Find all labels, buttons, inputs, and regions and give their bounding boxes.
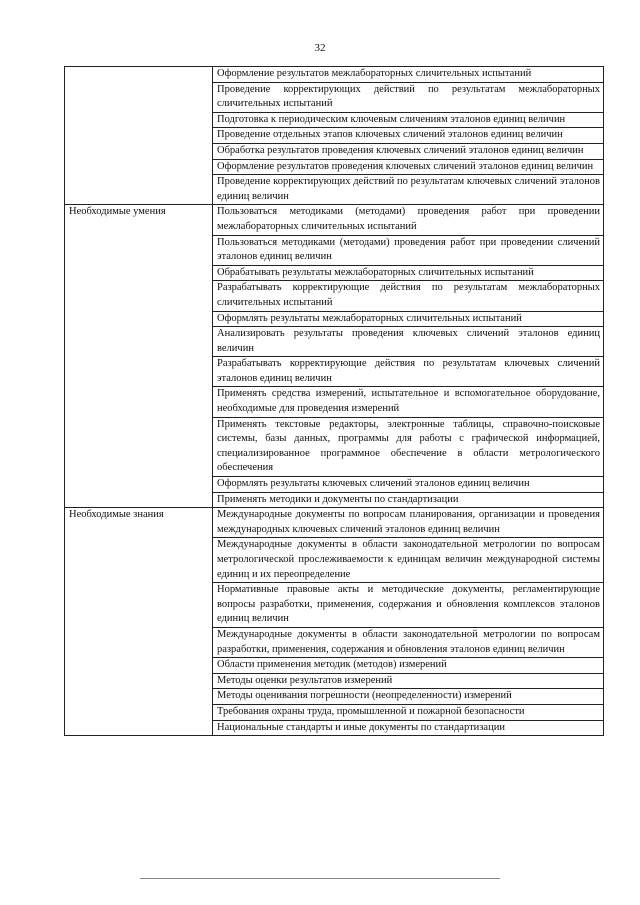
requirement-item: Нормативные правовые акты и методические документы, регламентирующие вопросы разработки, применения, содержания и обновления комплексов эталонов единиц величин bbox=[213, 583, 604, 628]
requirement-item: Методы оценивания погрешности (неопределенности) измерений bbox=[213, 689, 604, 705]
requirement-item: Оформлять результаты ключевых сличений эталонов единиц величин bbox=[213, 477, 604, 493]
requirement-item: Требования охраны труда, промышленной и пожарной безопасности bbox=[213, 704, 604, 720]
competency-table bbox=[64, 66, 604, 736]
requirement-item: Обрабатывать результаты межлабораторных сличительных испытаний bbox=[213, 265, 604, 281]
page-number: 32 bbox=[314, 42, 326, 54]
requirement-item: Проведение отдельных этапов ключевых сличений эталонов единиц величин bbox=[213, 128, 604, 144]
requirement-item: Области применения методик (методов) измерений bbox=[213, 658, 604, 674]
requirement-item: Применять текстовые редакторы, электронные таблицы, справочно-поисковые системы, базы данных, программы для работы с графической информацией, специализированное программное обеспечение в области метрологического обеспечения bbox=[213, 417, 604, 476]
requirement-item: Анализировать результаты проведения ключевых сличений эталонов единиц величин bbox=[213, 327, 604, 357]
requirement-item: Оформление результатов межлабораторных сличительных испытаний bbox=[213, 67, 604, 83]
page-bottom-divider bbox=[140, 878, 500, 879]
requirement-item: Международные документы в области законодательной метрологии по вопросам разработки, применения, содержания и обновления эталонов единиц величин bbox=[213, 627, 604, 657]
requirement-item: Обработка результатов проведения ключевых сличений эталонов единиц величин bbox=[213, 143, 604, 159]
requirement-item: Национальные стандарты и иные документы по стандартизации bbox=[213, 720, 604, 736]
section-category bbox=[65, 67, 213, 205]
requirement-item: Подготовка к периодическим ключевым сличениям эталонов единиц величин bbox=[213, 112, 604, 128]
table-row bbox=[65, 67, 604, 83]
requirement-item: Применять средства измерений, испытательное и вспомогательное оборудование, необходимые для проведения измерений bbox=[213, 387, 604, 417]
section-category: Необходимые умения bbox=[65, 205, 213, 508]
requirement-item: Пользоваться методиками (методами) проведения работ при проведении сличений эталонов единиц величин bbox=[213, 235, 604, 265]
requirement-item: Применять методики и документы по стандартизации bbox=[213, 492, 604, 508]
table-row bbox=[65, 508, 604, 538]
requirement-item: Оформлять результаты межлабораторных сличительных испытаний bbox=[213, 311, 604, 327]
requirement-item: Разрабатывать корректирующие действия по результатам ключевых сличений эталонов единиц величин bbox=[213, 357, 604, 387]
requirement-item: Методы оценки результатов измерений bbox=[213, 673, 604, 689]
requirement-item: Пользоваться методиками (методами) проведения работ при проведении межлабораторных сличительных испытаний bbox=[213, 205, 604, 235]
requirement-item: Международные документы в области законодательной метрологии по вопросам метрологической прослеживаемости к единицам величин международной системы единиц и их переопределение bbox=[213, 538, 604, 583]
requirement-item: Оформление результатов проведения ключевых сличений эталонов единиц величин bbox=[213, 159, 604, 175]
requirement-item: Разрабатывать корректирующие действия по результатам межлабораторных сличительных испытаний bbox=[213, 281, 604, 311]
requirement-item: Проведение корректирующих действий по результатам ключевых сличений эталонов единиц величин bbox=[213, 175, 604, 205]
requirement-item: Международные документы по вопросам планирования, организации и проведения международных ключевых сличений эталонов единиц величин bbox=[213, 508, 604, 538]
requirement-item: Проведение корректирующих действий по результатам межлабораторных сличительных испытаний bbox=[213, 82, 604, 112]
section-category: Необходимые знания bbox=[65, 508, 213, 736]
table-row bbox=[65, 205, 604, 235]
